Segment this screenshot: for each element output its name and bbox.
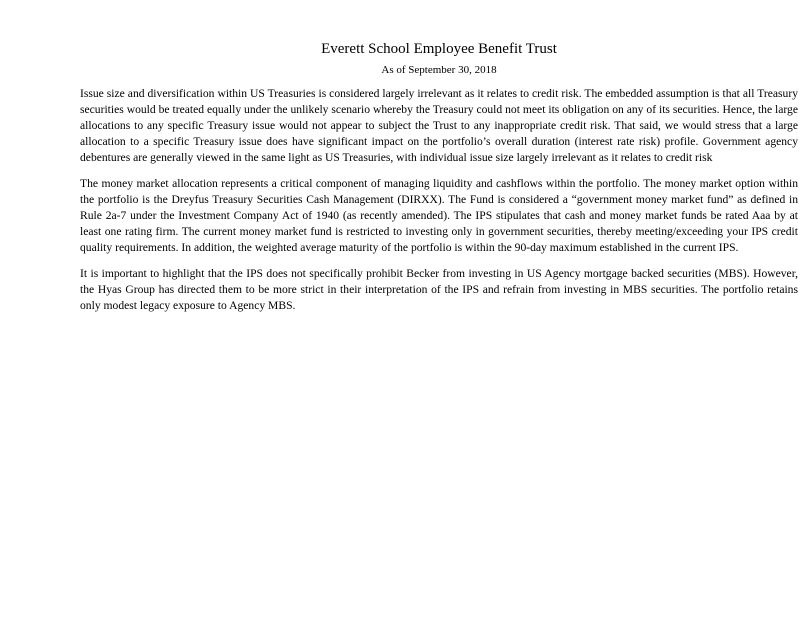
paragraph-agency-mbs: It is important to highlight that the IPS does not specifically prohibit Becker from investing in US Agency mortgage backed securities (MBS). However, the Hyas Group has directed them to be more strict in their interpretation of the IPS and refrain from investing in MBS securities. The portfolio retains only modest legacy exposure to Agency MBS. xyxy=(80,267,798,312)
document-title: Everett School Employee Benefit Trust xyxy=(321,41,557,57)
paragraph-treasury-diversification: Issue size and diversification within US Treasuries is considered largely irrelevant as it relates to credit risk. The embedded assumption is that all Treasury securities would be treated equally under the unlikely scenario whereby the Treasury could not meet its obligation on any of its securities. Hence, the large allocations to any specific Treasury issue would not appear to subject the Trust to any inappropriate credit risk. That said, we would stress that a large allocation to a specific Treasury issue does have significant impact on the portfolio’s overall duration (interest rate risk) profile. Government agency debentures are generally viewed in the same light as US Treasuries, with individual issue size largely irrelevant as it relates to credit risk xyxy=(80,87,798,164)
document-date: As of September 30, 2018 xyxy=(381,64,497,76)
paragraph-money-market: The money market allocation represents a critical component of managing liquidity and cashflows within the portfolio. The money market option within the portfolio is the Dreyfus Treasury Securities Cash Management (DIRXX). The Fund is considered a “government money market fund” as defined in Rule 2a-7 under the Investment Company Act of 1940 (as recently amended). The IPS stipulates that cash and money market funds be rated Aaa by at least one rating firm. The current money market fund is restricted to investing only in government securities, thereby meeting/exceeding your IPS credit quality requirements. In addition, the weighted average maturity of the portfolio is within the 90-day maximum established in the current IPS. xyxy=(80,177,798,254)
